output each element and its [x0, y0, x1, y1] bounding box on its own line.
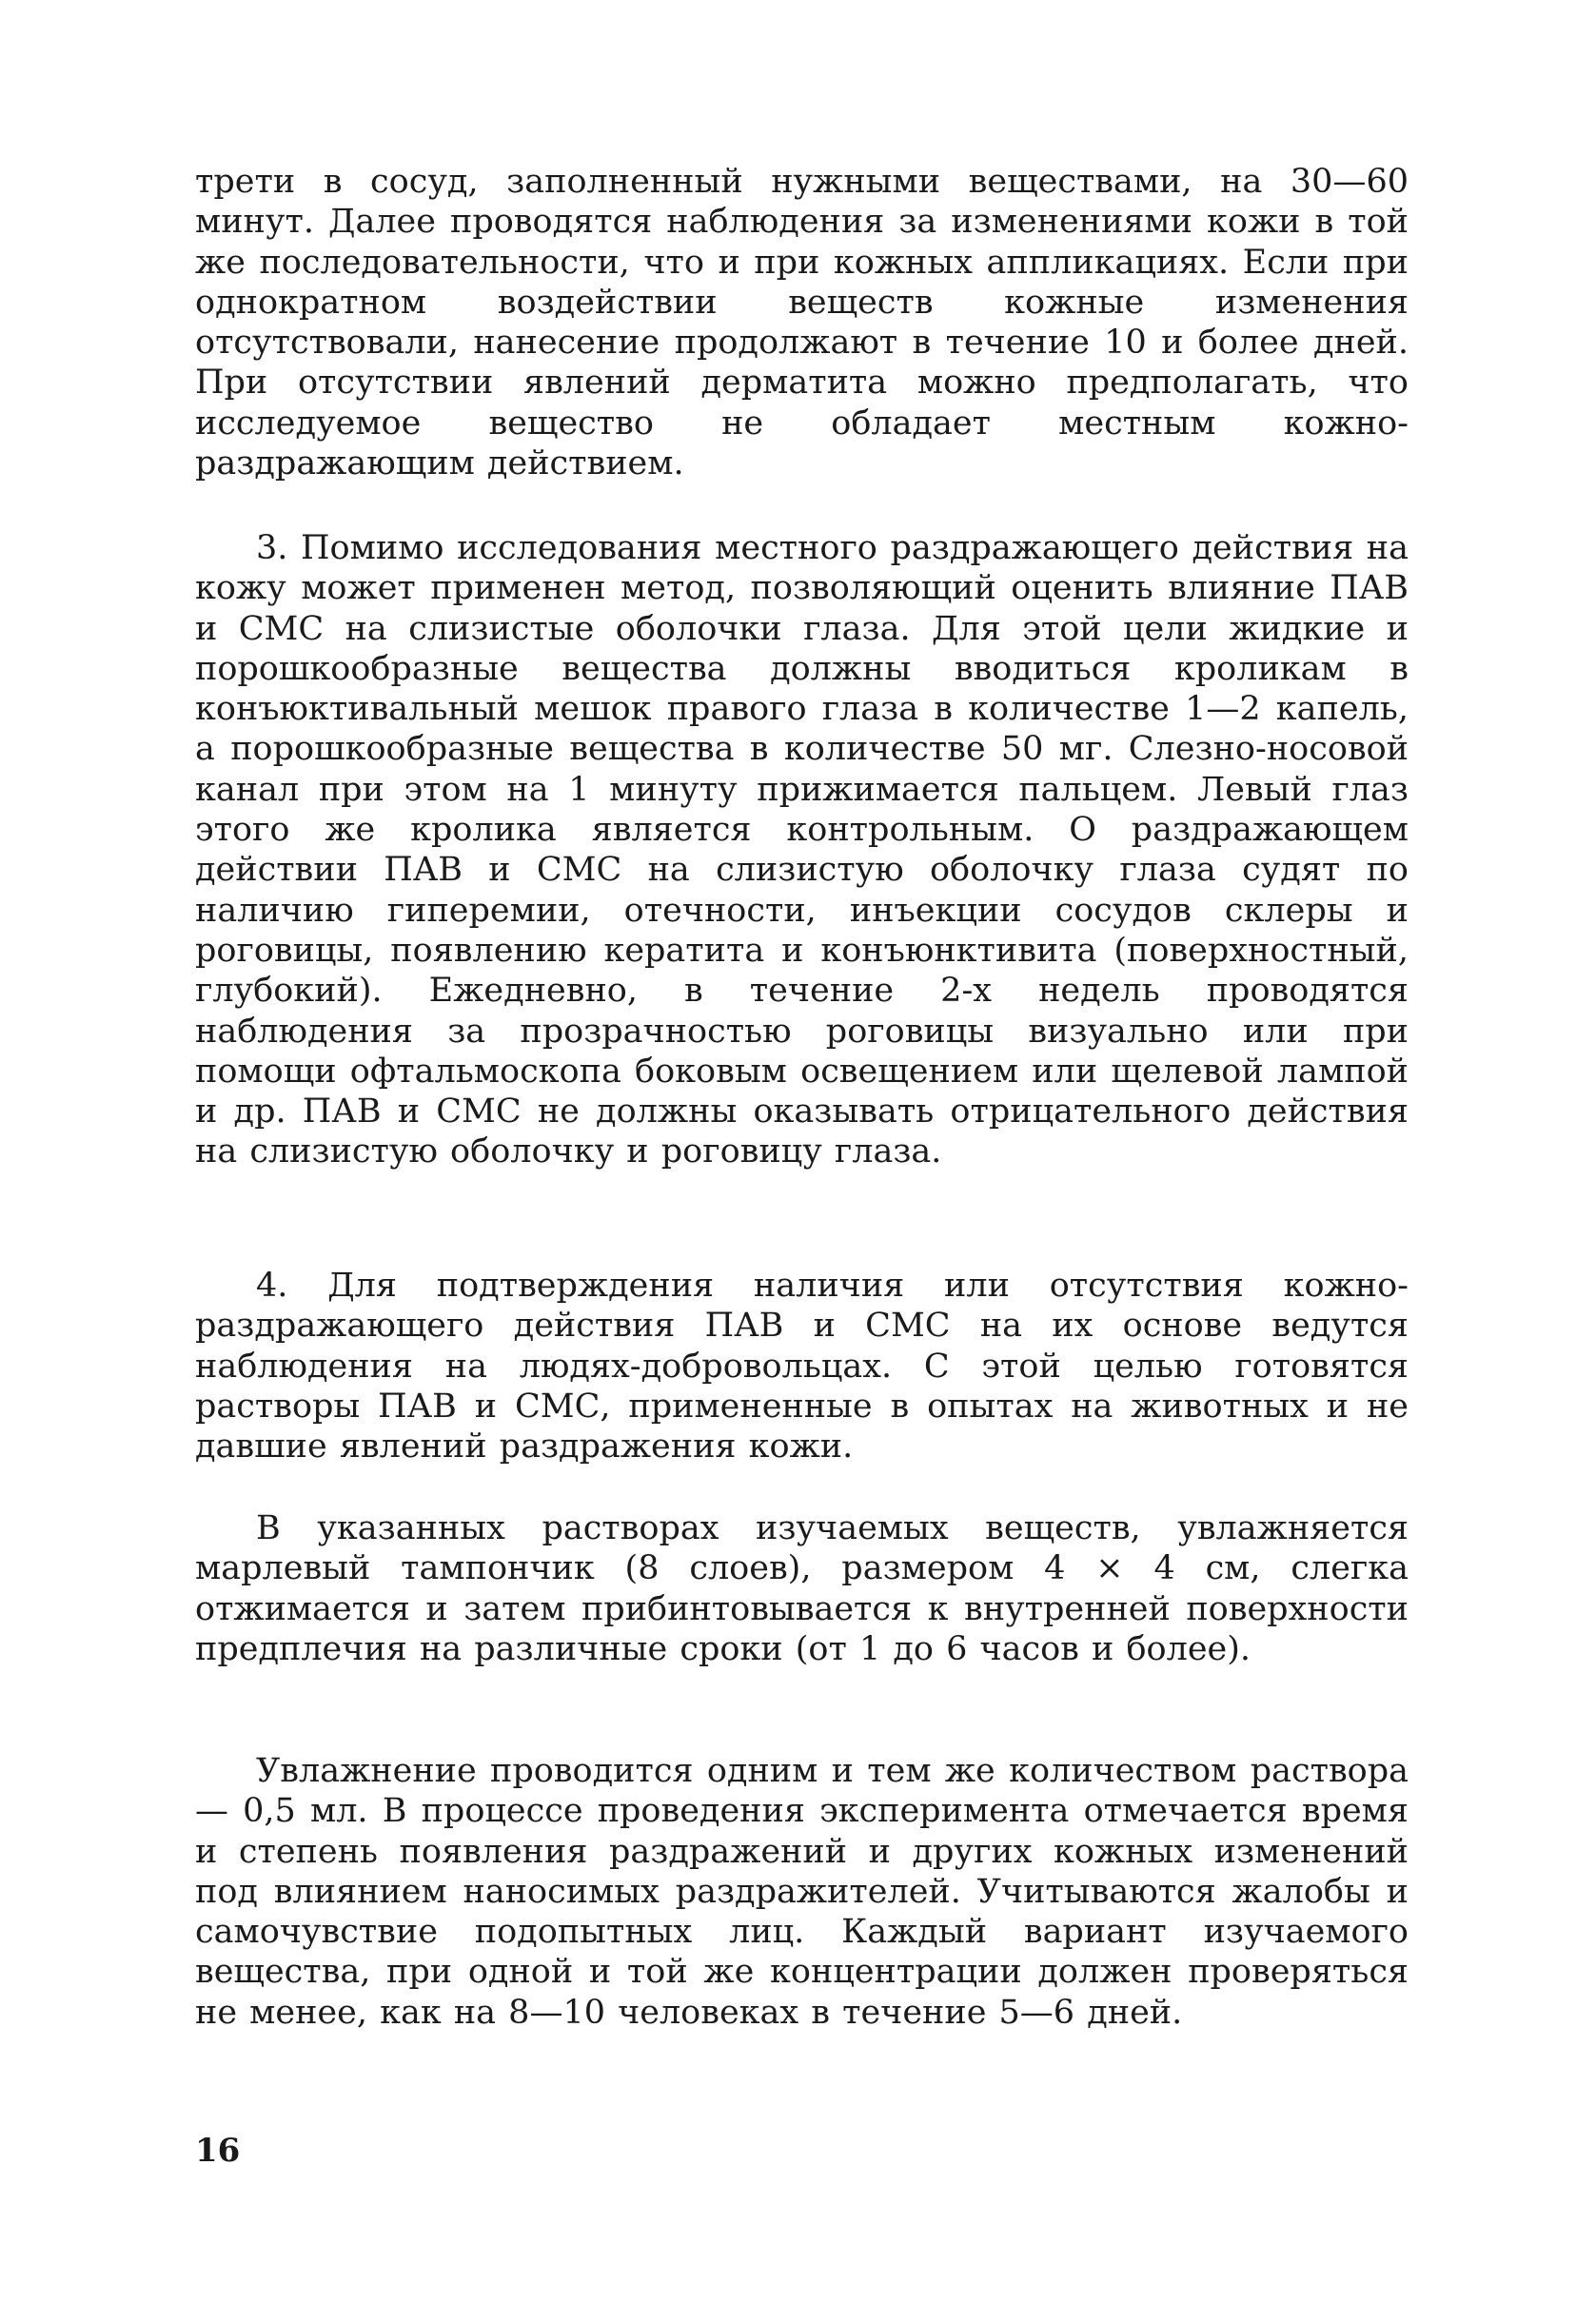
- page-number: 16: [195, 2132, 241, 2170]
- paragraph-item-4: 4. Для подтверждения наличия или отсутствия кожно-раздражающего действия ПАВ и СМС на их основе ведутся наблюдения на людях-добровольцах. С этой целью готовятся растворы ПАВ и СМС, примененные в опытах на животных и не давшие явлений раздражения кожи.: [195, 1267, 1409, 1466]
- paragraph-continuation: трети в сосуд, заполненный нужными веществами, на 30—60 минут. Далее проводятся наблюдения за изменениями кожи в той же последовательности, что и при кожных аппликациях. Если при однократном воздействии веществ кожные изменения отсутствовали, нанесение продолжают в течение 10 и более дней. При отсутствии явлений дерматита можно предполагать, что исследуемое вещество не обладает местным кожно-раздражающим действием.: [195, 163, 1409, 483]
- paragraph-item-3: 3. Помимо исследования местного раздражающего действия на кожу может применен метод, позволяющий оценить влияние ПАВ и СМС на слизистые оболочки глаза. Для этой цели жидкие и порошкообразные вещества должны вводиться кроликам в конъюктивальный мешок правого глаза в количестве 1—2 капель, а порошкообразные вещества в количестве 50 мг. Слезно-носовой канал при этом на 1 минуту прижимается пальцем. Левый глаз этого же кролика является контрольным. О раздражающем действии ПАВ и СМС на слизистую оболочку глаза судят по наличию гиперемии, отечности, инъекции сосудов склеры и роговицы, появлению кератита и конъюнктивита (поверхностный, глубокий). Ежедневно, в течение 2-х недель проводятся наблюдения за прозрачностью роговицы визуально или при помощи офтальмоскопа боковым освещением или щелевой лампой и др. ПАВ и СМС не должны оказывать отрицательного действия на слизистую оболочку и роговицу глаза.: [195, 529, 1409, 1171]
- paragraph-moistening: Увлажнение проводится одним и тем же количеством раствора — 0,5 мл. В процессе проведения эксперимента отмечается время и степень появления раздражений и других кожных изменений под влиянием наносимых раздражителей. Учитываются жалобы и самочувствие подопытных лиц. Каждый вариант изучаемого вещества, при одной и той же концентрации должен проверяться не менее, как на 8—10 человеках в течение 5—6 дней.: [195, 1752, 1409, 2032]
- paragraph-solutions: В указанных растворах изучаемых веществ, увлажняется марлевый тампончик (8 слоев), размером 4 × 4 см, слегка отжимается и затем прибинтовывается к внутренней поверхности предплечия на различные сроки (от 1 до 6 часов и более).: [195, 1509, 1409, 1668]
